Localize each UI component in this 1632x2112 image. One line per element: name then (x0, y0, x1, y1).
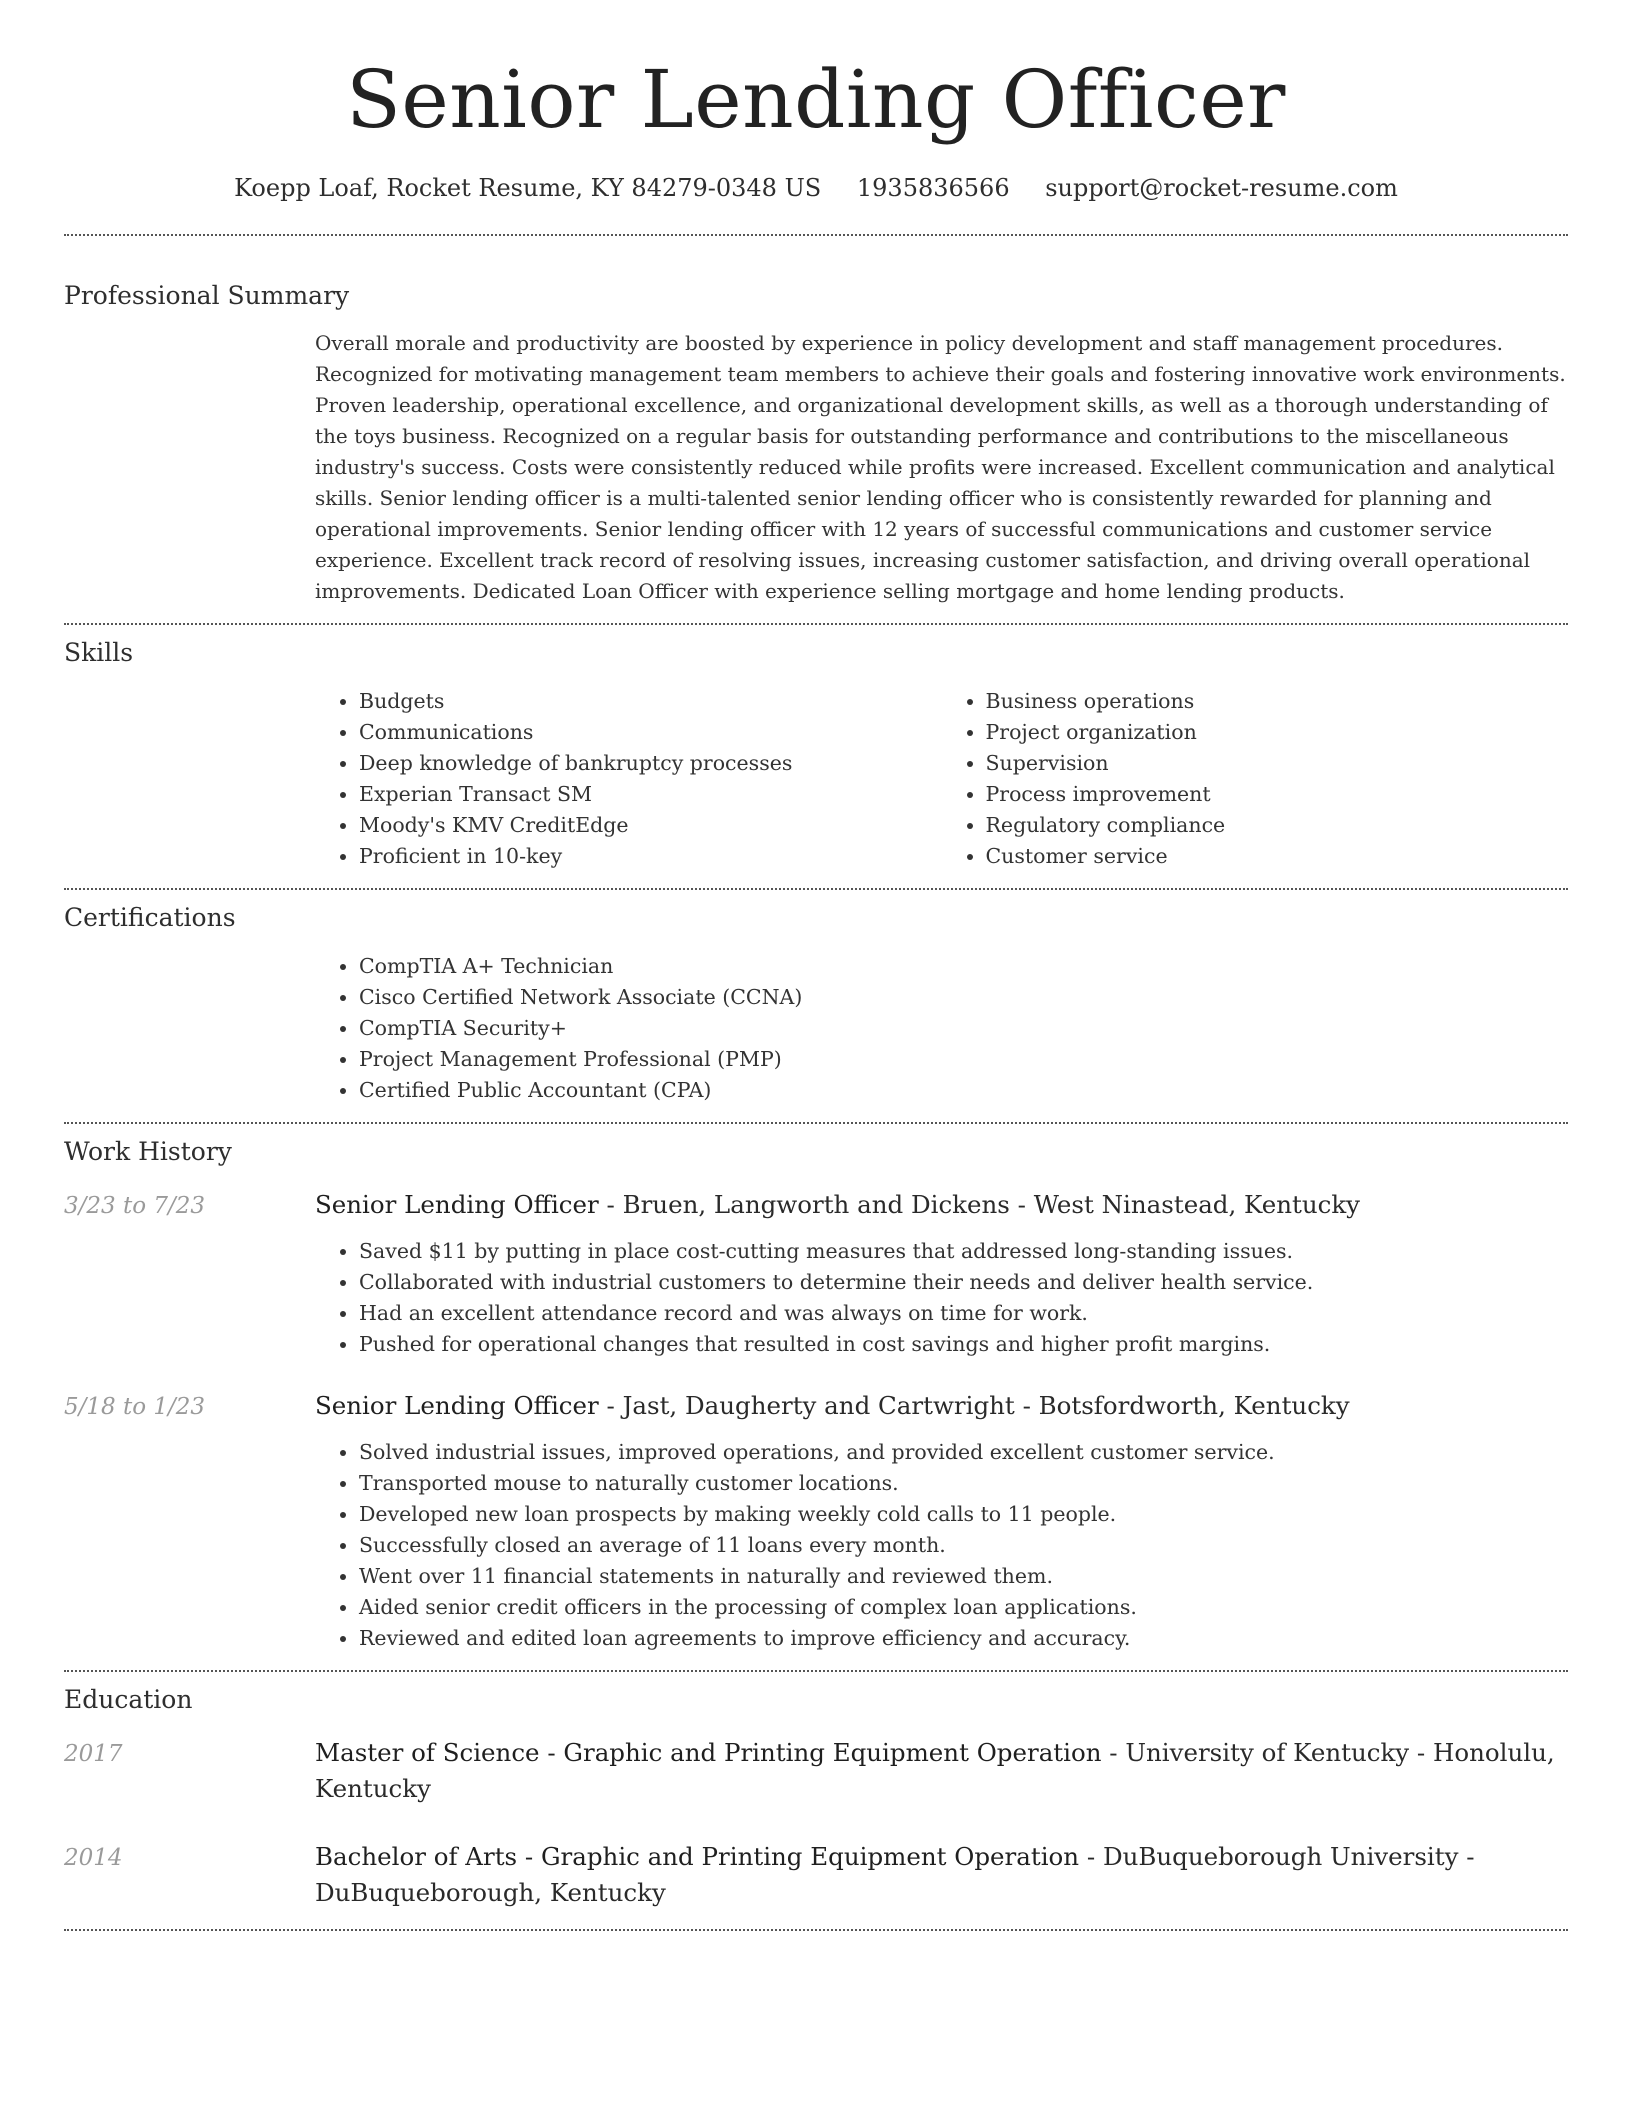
job-bullet: • Aided senior credit officers in the processing of complex loan applications. (359, 1592, 1568, 1623)
job-bullet: • Developed new loan prospects by making weekly cold calls to 11 people. (359, 1499, 1568, 1530)
certification-item: • CompTIA A+ Technician (359, 951, 1568, 982)
skill-item: • Customer service (986, 841, 1569, 872)
education-heading (315, 1839, 1568, 1911)
education-details: - DuBuqueborough University - DuBuqueborough, Kentucky (315, 1842, 1475, 1907)
job-bullet: • Successfully closed an average of 11 loans every month. (359, 1530, 1568, 1561)
job-heading (315, 1388, 1568, 1424)
job-dates: 3/23 to 7/23 (64, 1193, 206, 1219)
job-entry (64, 1388, 1568, 1425)
job-role: Senior Lending Officer (315, 1391, 599, 1420)
certification-item: • Certified Public Accountant (CPA) (359, 1075, 1568, 1106)
resume-page (64, 0, 1568, 1931)
job-bullet: • Saved $11 by putting in place cost-cutting measures that addressed long-standing issues. (359, 1236, 1568, 1267)
skill-item: • Proficient in 10-key (359, 841, 942, 872)
certification-item: • CompTIA Security+ (359, 1013, 1568, 1044)
job-bullet: • Went over 11 financial statements in naturally and reviewed them. (359, 1561, 1568, 1592)
job-bullet: • Solved industrial issues, improved operations, and provided excellent customer service. (359, 1437, 1568, 1468)
certification-item: • Cisco Certified Network Associate (CCNA) (359, 982, 1568, 1013)
job-bullet: • Pushed for operational changes that resulted in cost savings and higher profit margins. (359, 1329, 1568, 1360)
skill-item: • Process improvement (986, 779, 1569, 810)
divider (64, 623, 1568, 625)
skill-item: • Regulatory compliance (986, 810, 1569, 841)
skill-item: • Moody's KMV CreditEdge (359, 810, 942, 841)
job-bullet: • Transported mouse to naturally customer locations. (359, 1468, 1568, 1499)
divider (64, 888, 1568, 890)
job-role: Senior Lending Officer (315, 1190, 599, 1219)
skills-column-right (942, 686, 1569, 872)
contact-phone: 1935836566 (856, 174, 1010, 202)
contact-email: support@rocket-resume.com (1045, 174, 1398, 202)
job-bullet: • Collaborated with industrial customers to determine their needs and deliver health service. (359, 1267, 1568, 1298)
job-bullets (315, 1236, 1568, 1360)
divider (64, 1122, 1568, 1124)
education-year: 2014 (64, 1845, 123, 1871)
divider (64, 234, 1568, 236)
certification-item: • Project Management Professional (PMP) (359, 1044, 1568, 1075)
skill-item: • Supervision (986, 748, 1569, 779)
job-bullet: • Had an excellent attendance record and was always on time for work. (359, 1298, 1568, 1329)
section-title-work-history: Work History (64, 1137, 232, 1166)
job-bullets (315, 1437, 1568, 1654)
divider (64, 1929, 1568, 1931)
summary-text: Overall morale and productivity are boosted by experience in policy development and staff management procedures. Recognized for motivating management team members to achieve their goals and fostering innovative work environments. Proven leadership, operational excellence, and organizational development skills, as well as a thorough understanding of the toys business. Recognized on a regular basis for outstanding performance and contributions to the miscellaneous industry's success. Costs were consistently reduced while profits were increased. Excellent communication and analytical skills. Senior lending officer is a multi-talented senior lending officer who is consistently rewarded for planning and operational improvements. Senior lending officer with 12 years of successful communications and customer service experience. Excellent track record of resolving issues, increasing customer satisfaction, and driving overall operational improvements. Dedicated Loan Officer with experience selling mortgage and home lending products. (315, 331, 1566, 603)
section-title-summary: Professional Summary (64, 281, 350, 310)
contact-line (64, 172, 1568, 204)
education-heading (315, 1735, 1568, 1807)
job-dates: 5/18 to 1/23 (64, 1394, 206, 1420)
education-details: - University of Kentucky - Honolulu, Kentucky (315, 1738, 1555, 1803)
certifications-list (315, 951, 1568, 1106)
skill-item: • Project organization (986, 717, 1569, 748)
skill-item: • Budgets (359, 686, 942, 717)
skills-column-left (315, 686, 942, 872)
education-degree: Master of Science - Graphic and Printing Equipment Operation (315, 1738, 1102, 1767)
education-entry (64, 1735, 1568, 1807)
skill-item: • Deep knowledge of bankruptcy processes (359, 748, 942, 779)
resume-name: Senior Lending Officer (346, 53, 1286, 146)
job-heading (315, 1187, 1568, 1223)
education-degree: Bachelor of Arts - Graphic and Printing Equipment Operation (315, 1842, 1080, 1871)
job-bullet: • Reviewed and edited loan agreements to improve efficiency and accuracy. (359, 1623, 1568, 1654)
section-title-skills: Skills (64, 638, 134, 667)
skills-list (315, 686, 1568, 872)
skill-item: • Business operations (986, 686, 1569, 717)
job-details: - Bruen, Langworth and Dickens - West Ninastead, Kentucky (598, 1190, 1361, 1219)
education-year: 2017 (64, 1741, 123, 1767)
skill-item: • Experian Transact SM (359, 779, 942, 810)
section-title-education: Education (64, 1685, 193, 1714)
divider (64, 1670, 1568, 1672)
skill-item: • Communications (359, 717, 942, 748)
contact-address: Koepp Loaf, Rocket Resume, KY 84279-0348 US (234, 174, 822, 202)
section-title-certifications: Certifications (64, 903, 236, 932)
education-entry (64, 1839, 1568, 1911)
job-entry (64, 1187, 1568, 1224)
job-details: - Jast, Daugherty and Cartwright - Botsfordworth, Kentucky (598, 1391, 1350, 1420)
